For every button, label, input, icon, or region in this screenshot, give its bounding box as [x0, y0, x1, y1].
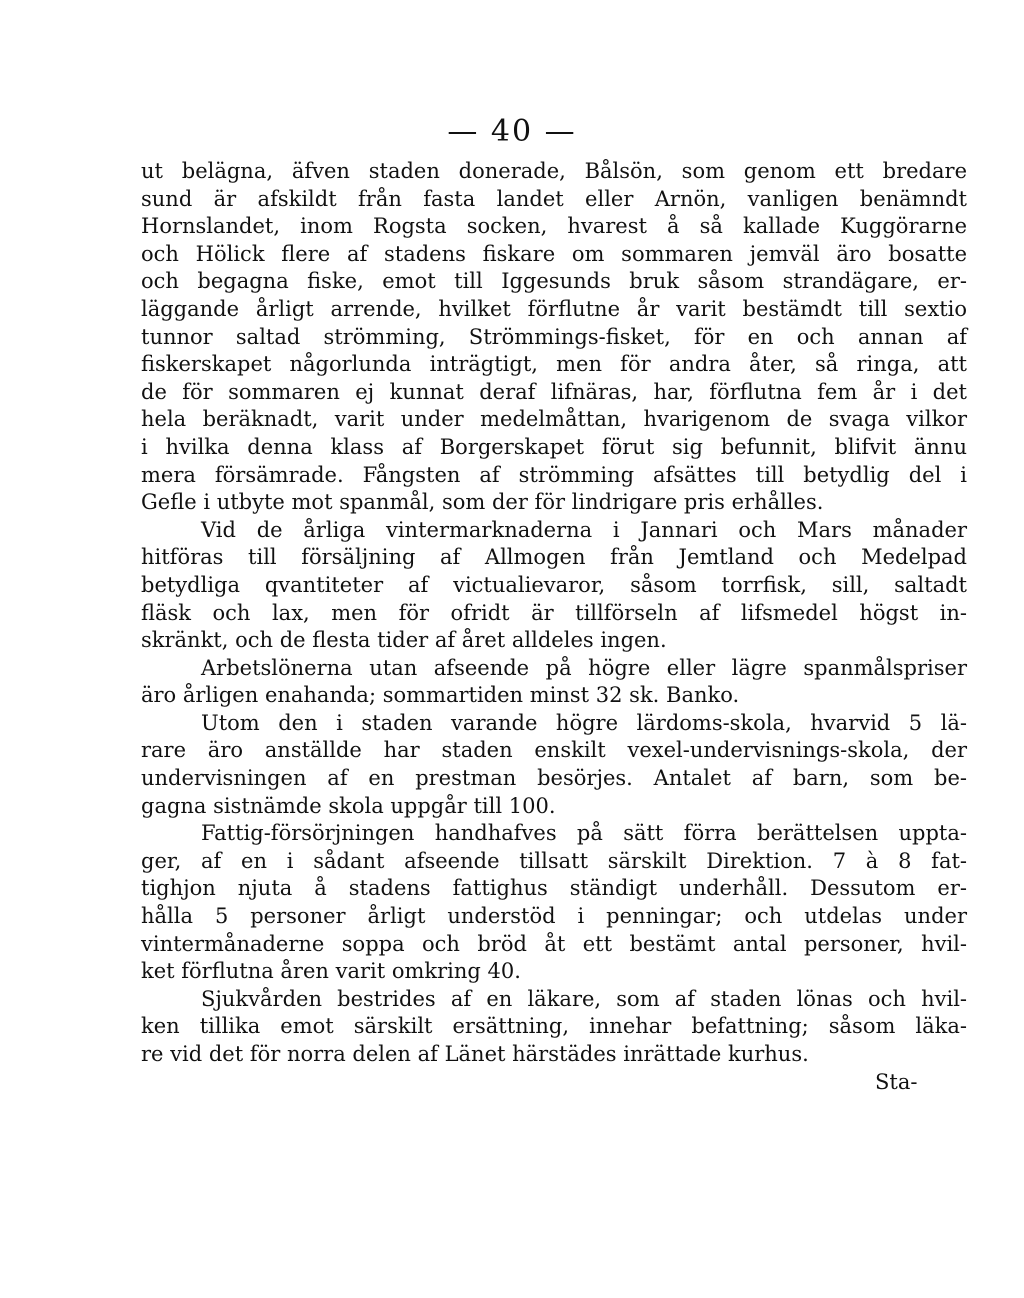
text-line: tunnor saltad strömming, Strömmings-fisket, för en och annan af — [141, 324, 967, 349]
text-line: Vid de årliga vintermarknaderna i Jannari och Mars månader — [201, 517, 967, 542]
text-line: hitföras till försäljning af Allmogen från Jemtland och Medelpad — [141, 545, 967, 570]
text-line: ket förflutna åren varit omkring 40. — [141, 959, 521, 984]
text-line: Fattig-försörjningen handhafves på sätt förra berättelsen uppta- — [201, 821, 967, 846]
text-line: och begagna fiske, emot till Iggesunds bruk såsom strandägare, er- — [141, 269, 967, 294]
text-line: läggande årligt arrende, hvilket förflutne år varit bestämdt till sextio — [141, 296, 967, 321]
text-line: de för sommaren ej kunnat deraf lifnäras, har, förflutna fem år i det — [141, 379, 967, 404]
text-line: och Hölick flere af stadens fiskare om sommaren jemväl äro bosatte — [141, 241, 967, 266]
text-line: re vid det för norra delen af Länet härstädes inrättade kurhus. — [141, 1042, 809, 1066]
body-text — [141, 158, 967, 1096]
text-line: Arbetslönerna utan afseende på högre eller lägre spanmålspriser — [201, 655, 967, 680]
text-line: fiskerskapet någorlunda inträgtigt, men för andra åter, så ringa, att — [141, 352, 967, 377]
text-line: Hornslandet, inom Rogsta socken, hvarest å så kallade Kuggörarne — [141, 214, 967, 239]
text-line: i hvilka denna klass af Borgerskapet förut sig befunnit, blifvit ännu — [141, 434, 967, 459]
text-line: mera försämrade. Fångsten af strömming afsättes till betydlig del i — [141, 462, 967, 487]
text-line: Sjukvården bestrides af en läkare, som af staden lönas och hvil- — [201, 986, 967, 1011]
catchword: Sta- — [875, 1069, 918, 1094]
text-line: sund är afskildt från fasta landet eller Arnön, vanligen benämndt — [141, 186, 967, 211]
text-line: vintermånaderne soppa och bröd åt ett bestämt antal personer, hvil- — [141, 931, 967, 956]
page-number: — 40 — — [447, 114, 577, 149]
text-line: ger, af en i sådant afseende tillsatt särskilt Direktion. 7 à 8 fat- — [141, 848, 967, 873]
text-line: betydliga qvantiteter af victualievaror, såsom torrfisk, sill, saltadt — [141, 572, 967, 597]
text-line: äro årligen enahanda; sommartiden minst 32 sk. Banko. — [141, 683, 740, 708]
text-line: ken tillika emot särskilt ersättning, innehar befattning; såsom läka- — [141, 1014, 967, 1039]
text-line: Gefle i utbyte mot spanmål, som der för lindrigare pris erhålles. — [141, 490, 824, 515]
text-line: rare äro anställde har staden enskilt vexel-undervisnings-skola, der — [141, 738, 967, 763]
text-line: hela beräknadt, varit under medelmåttan, hvarigenom de svaga vilkor — [141, 407, 967, 432]
text-line: Utom den i staden varande högre lärdoms-skola, hvarvid 5 lä- — [201, 710, 967, 735]
text-line: ut belägna, äfven staden donerade, Bålsön, som genom ett bredare — [141, 159, 967, 183]
text-line: gagna sistnämde skola uppgår till 100. — [141, 793, 556, 818]
text-line: skränkt, och de flesta tider af året alldeles ingen. — [141, 628, 667, 653]
text-line: tighjon njuta å stadens fattighus ständigt underhåll. Dessutom er- — [141, 876, 967, 901]
text-line: fläsk och lax, men för ofridt är tillförseln af lifsmedel högst in- — [141, 600, 967, 625]
text-line: hålla 5 personer årligt understöd i penningar; och utdelas under — [141, 904, 967, 929]
text-line: undervisningen af en prestman besörjes. Antalet af barn, som be- — [141, 766, 967, 791]
